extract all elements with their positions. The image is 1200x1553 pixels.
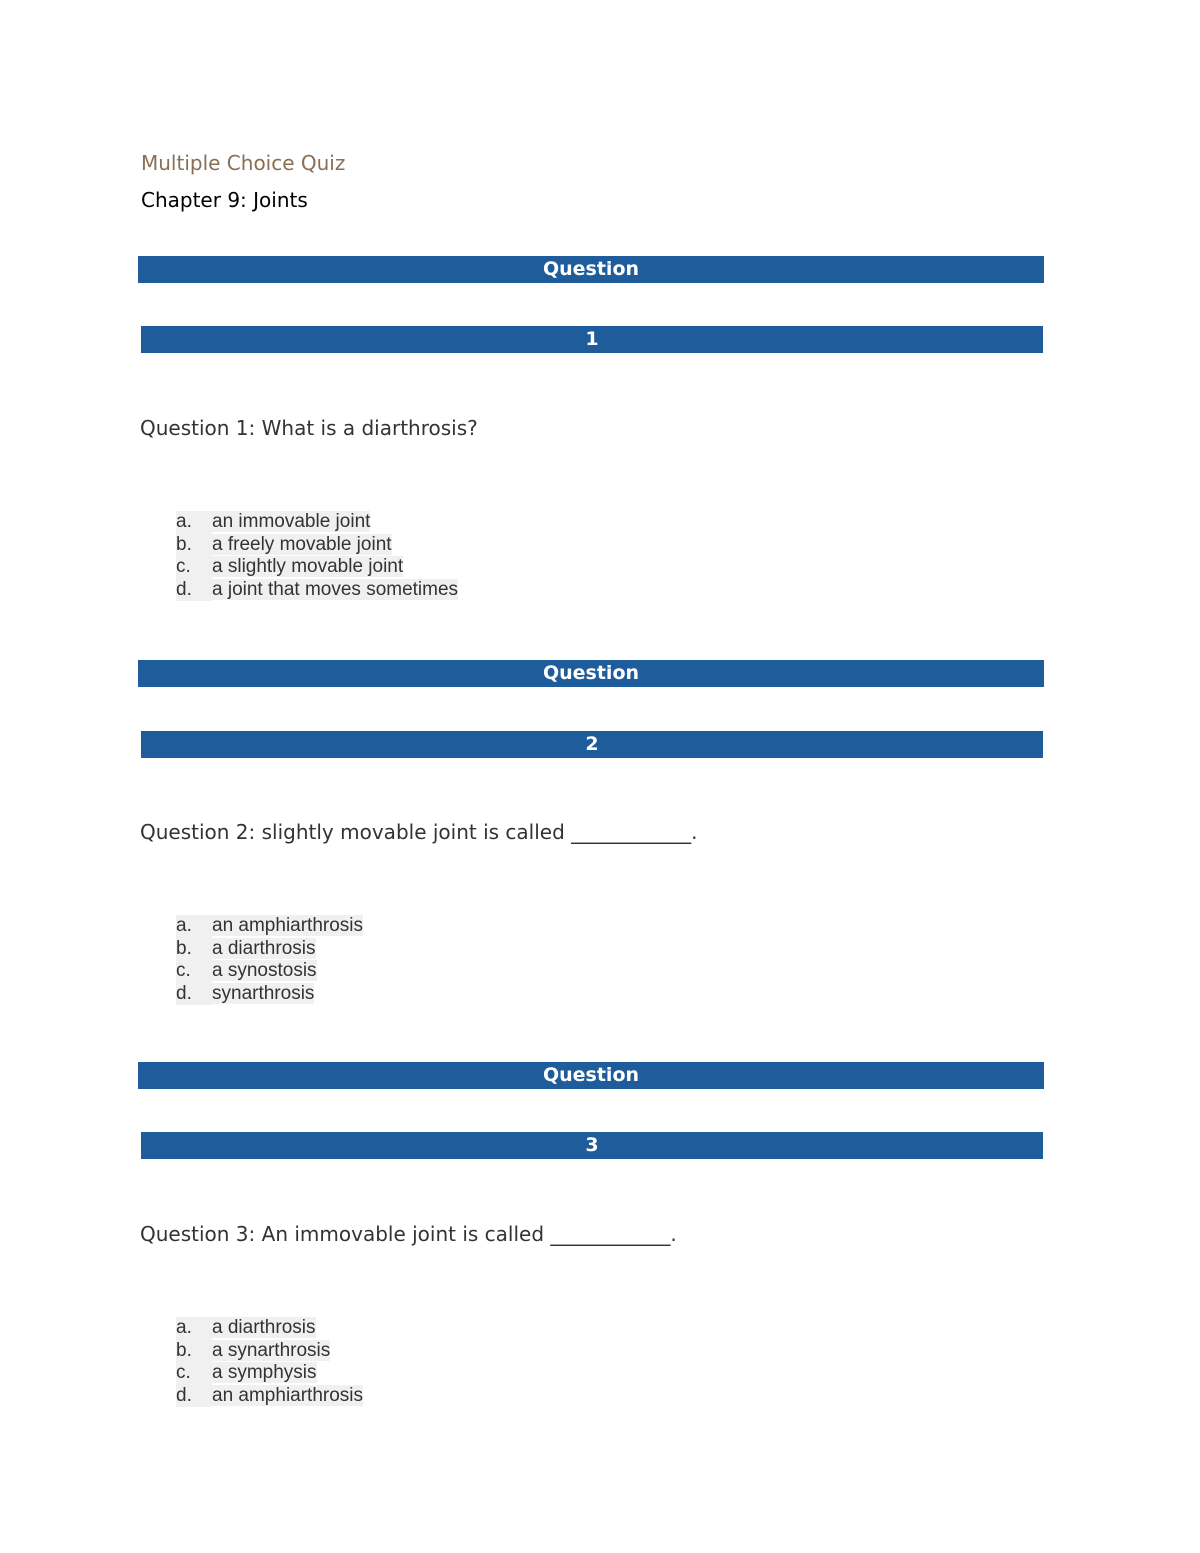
option-text: an immovable joint xyxy=(212,511,371,532)
quiz-title: Multiple Choice Quiz xyxy=(141,151,346,175)
answer-option[interactable] xyxy=(176,1317,363,1340)
option-letter: c. xyxy=(176,960,212,983)
answer-option[interactable] xyxy=(176,556,458,579)
option-letter: a. xyxy=(176,1317,212,1340)
question-band: Question xyxy=(138,256,1044,283)
option-letter: c. xyxy=(176,1362,212,1385)
answer-option[interactable] xyxy=(176,579,458,602)
answer-option[interactable] xyxy=(176,960,363,983)
option-letter: b. xyxy=(176,534,212,557)
answer-list xyxy=(176,915,363,1005)
question-band: Question xyxy=(138,660,1044,687)
option-text: a synarthrosis xyxy=(212,1339,331,1361)
question-band: Question xyxy=(138,1062,1044,1089)
option-text: a diarthrosis xyxy=(212,1317,316,1338)
answer-option[interactable] xyxy=(176,1385,363,1408)
answer-option[interactable] xyxy=(176,915,363,938)
option-letter: b. xyxy=(176,1340,212,1363)
option-letter: d. xyxy=(176,579,212,602)
answer-option[interactable] xyxy=(176,511,458,534)
option-text: a freely movable joint xyxy=(212,533,392,555)
option-text: an amphiarthrosis xyxy=(212,1384,364,1406)
option-text: a symphysis xyxy=(212,1362,317,1384)
question-number-band: 3 xyxy=(141,1132,1043,1159)
chapter-title: Chapter 9: Joints xyxy=(141,188,308,212)
answer-option[interactable] xyxy=(176,1340,363,1363)
answer-option[interactable] xyxy=(176,938,363,961)
option-letter: c. xyxy=(176,556,212,579)
option-letter: d. xyxy=(176,983,212,1006)
answer-option[interactable] xyxy=(176,983,363,1006)
option-letter: d. xyxy=(176,1385,212,1408)
option-letter: b. xyxy=(176,938,212,961)
option-text: a synostosis xyxy=(212,960,317,982)
question-text: Question 2: slightly movable joint is called ____________. xyxy=(140,820,698,844)
option-letter: a. xyxy=(176,511,212,534)
option-letter: a. xyxy=(176,915,212,938)
option-text: a joint that moves sometimes xyxy=(212,578,459,600)
answer-list xyxy=(176,1317,363,1407)
option-text: a slightly movable joint xyxy=(212,556,404,578)
answer-option[interactable] xyxy=(176,1362,363,1385)
option-text: synarthrosis xyxy=(212,982,315,1004)
question-text: Question 1: What is a diarthrosis? xyxy=(140,416,478,440)
option-text: an amphiarthrosis xyxy=(212,915,364,936)
option-text: a diarthrosis xyxy=(212,937,316,959)
answer-list xyxy=(176,511,458,601)
question-number-band: 2 xyxy=(141,731,1043,758)
answer-option[interactable] xyxy=(176,534,458,557)
question-number-band: 1 xyxy=(141,326,1043,353)
question-text: Question 3: An immovable joint is called ____________. xyxy=(140,1222,677,1246)
